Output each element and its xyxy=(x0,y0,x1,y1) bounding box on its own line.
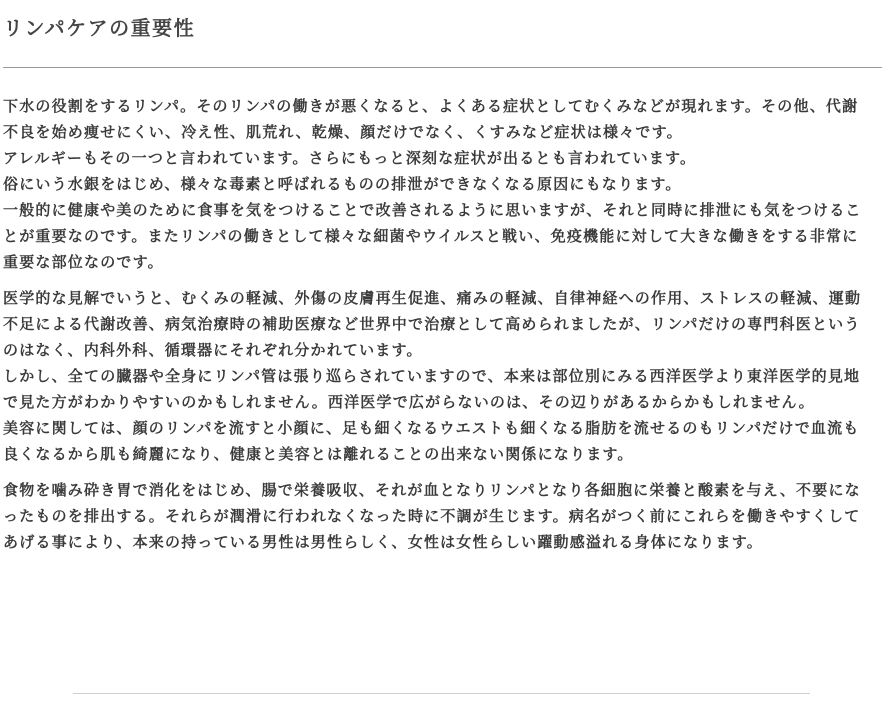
paragraph: アレルギーもその一つと言われています。さらにもっと深刻な症状が出るとも言われています。 xyxy=(3,149,697,167)
article-body xyxy=(3,93,869,565)
title-divider xyxy=(3,67,882,68)
paragraph: しかし、全ての臓器や全身にリンパ管は張り巡らされていますので、本来は部位別にみる西洋医学より東洋医学的見地で見た方がわかりやすいのかもしれません。西洋医学で広がらないのは、その辺りがあるからかもしれません。 xyxy=(3,367,861,411)
section-2 xyxy=(3,285,869,467)
paragraph: 俗にいう水銀をはじめ、様々な毒素と呼ばれるものの排泄ができなくなる原因にもなります。 xyxy=(3,175,682,193)
paragraph: 食物を噛み砕き胃で消化をはじめ、腸で栄養吸収、それが血となりリンパとなり各細胞に栄養と酸素を与え、不要になったものを排出する。それらが潤滑に行われなくなった時に不調が生じます。病名がつく前にこれらを働きやすくしてあげる事により、本来の持っている男性は男性らしく、女性は女性らしい躍動感溢れる身体になります。 xyxy=(3,481,861,551)
page-title: リンパケアの重要性 xyxy=(3,16,196,40)
paragraph: 下水の役割をするリンパ。そのリンパの働きが悪くなると、よくある症状としてむくみなどが現れます。その他、代謝不良を始め痩せにくい、冷え性、肌荒れ、乾燥、顔だけでなく、くすみなど症状は様々です。 xyxy=(3,97,859,141)
paragraph: 医学的な見解でいうと、むくみの軽減、外傷の皮膚再生促進、痛みの軽減、自律神経への作用、ストレスの軽減、運動不足による代謝改善、病気治療時の補助医療など世界中で治療として高められましたが、リンパだけの専門科医というのはなく、内科外科、循環器にそれぞれ分かれています。 xyxy=(3,289,862,359)
section-1 xyxy=(3,93,869,275)
paragraph: 美容に関しては、顔のリンパを流すと小顔に、足も細くなるウエストも細くなる脂肪を流せるのもリンパだけで血流も良くなるから肌も綺麗になり、健康と美容とは離れることの出来ない関係になります。 xyxy=(3,419,860,463)
paragraph: 一般的に健康や美のために食事を気をつけることで改善されるように思いますが、それと同時に排泄にも気をつけることが重要なのです。またリンパの働きとして様々な細菌やウイルスと戦い、免疫機能に対して大きな働きをする非常に重要な部位なのです。 xyxy=(3,201,862,271)
footer-divider xyxy=(73,693,810,694)
section-3 xyxy=(3,477,869,555)
